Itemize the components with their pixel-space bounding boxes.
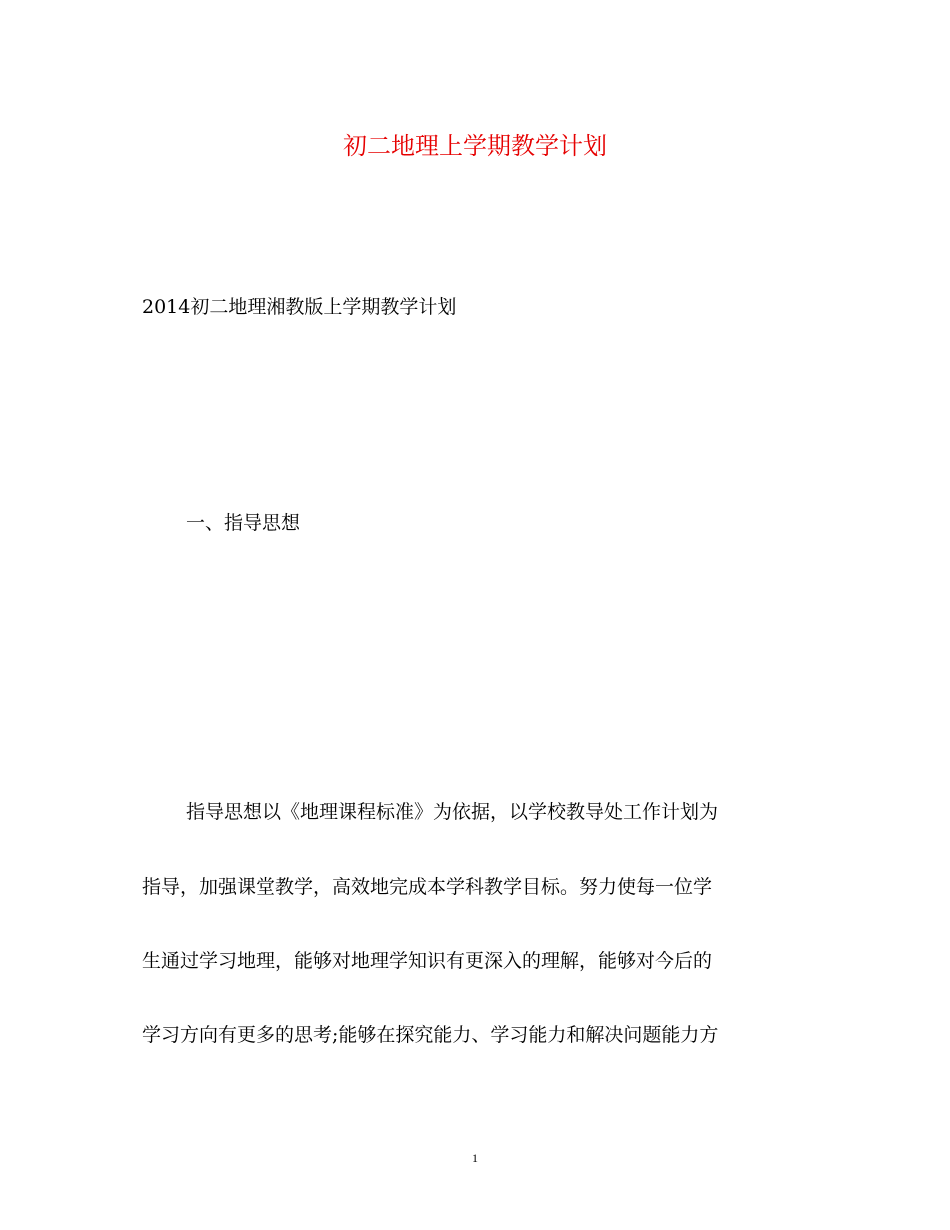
- paragraph-line: 指导，加强课堂教学，高效地完成本学科教学目标。努力使每一位学: [142, 876, 713, 898]
- paragraph-line: 学习方向有更多的思考;能够在探究能力、学习能力和解决问题能力方: [142, 1024, 719, 1046]
- document-title: 初二地理上学期教学计划: [343, 132, 607, 160]
- paragraph-line: 生通过学习地理，能够对地理学知识有更深入的理解，能够对今后的: [142, 950, 713, 972]
- paragraph-line: 指导思想以《地理课程标准》为依据，以学校教导处工作计划为: [186, 801, 719, 823]
- section-heading-guiding-ideology: 一、指导思想: [186, 512, 301, 534]
- document-subtitle: 2014初二地理湘教版上学期教学计划: [142, 296, 457, 318]
- page-number: 1: [472, 1151, 478, 1165]
